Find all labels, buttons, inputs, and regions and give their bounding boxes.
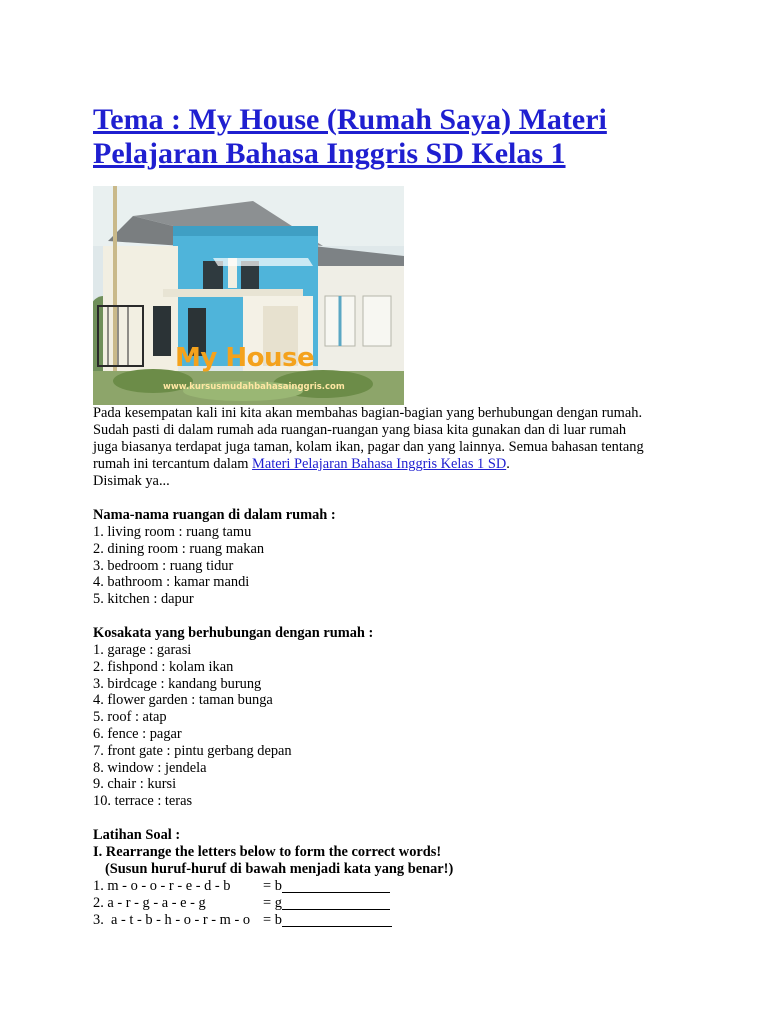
question-answer-start: = g — [263, 894, 282, 911]
list-item: 1. living room : ruang tamu — [93, 524, 252, 540]
question-answer-start: = b — [263, 911, 282, 928]
answer-blank[interactable] — [282, 895, 390, 910]
exercise-question — [93, 895, 673, 912]
list-item: 10. terrace : teras — [93, 793, 193, 810]
exercise-heading: Latihan Soal : — [93, 826, 181, 843]
list-item: 2. dining room : ruang makan — [93, 540, 265, 557]
overlay-url: www.kursusmudahbahasainggris.com — [163, 382, 345, 392]
house-photo — [93, 186, 404, 405]
exercise-question — [93, 878, 673, 895]
rooms-list — [93, 524, 673, 608]
vocab-list — [93, 642, 673, 810]
intro-paragraph — [93, 405, 653, 473]
question-answer-start: = b — [263, 877, 282, 894]
vocab-heading: Kosakata yang berhubungan dengan rumah : — [93, 624, 374, 641]
list-item: 5. kitchen : dapur — [93, 591, 194, 608]
list-item: 8. window : jendela — [93, 759, 207, 776]
question-letters: 1. m - o - o - r - e - d - b — [93, 877, 231, 894]
list-item: 5. roof : atap — [93, 709, 167, 726]
exercise-instruction-id: (Susun huruf-huruf di bawah menjadi kata yang benar!) — [105, 860, 454, 877]
intro-text-end: . — [506, 456, 510, 472]
list-item: 3. bedroom : ruang tidur — [93, 557, 234, 574]
intro-text: Pada kesempatan kali ini kita akan membahas bagian-bagian yang berhubungan dengan rumah. Sudah pasti di dalam rumah ada ruangan-ruangan yang biasa kita gunakan dan di luar rumah juga biasanya terdapat juga taman, kolam ikan, pagar dan yang lainnya. Semua bahasan tentang rumah ini tercantum dalam — [93, 405, 644, 472]
overlay-title: My House — [175, 343, 315, 373]
rooms-heading: Nama-nama ruangan di dalam rumah : — [93, 507, 336, 523]
list-item: 9. chair : kursi — [93, 776, 177, 793]
exercise-question — [93, 912, 673, 929]
list-item: 2. fishpond : kolam ikan — [93, 658, 234, 675]
question-letters: 3. a - t - b - h - o - r - m - o — [93, 911, 251, 928]
answer-blank[interactable] — [282, 912, 392, 927]
list-item: 4. bathroom : kamar mandi — [93, 574, 250, 591]
list-item: 7. front gate : pintu gerbang depan — [93, 742, 292, 759]
list-item: 4. flower garden : taman bunga — [93, 692, 273, 709]
question-letters: 2. a - r - g - a - e - g — [93, 894, 206, 911]
list-item: 6. fence : pagar — [93, 725, 182, 742]
list-item: 1. garage : garasi — [93, 641, 192, 658]
list-item: 3. birdcage : kandang burung — [93, 675, 262, 692]
materi-link[interactable]: Materi Pelajaran Bahasa Inggris Kelas 1 SD — [252, 456, 507, 472]
answer-blank[interactable] — [282, 878, 390, 893]
intro-closing: Disimak ya... — [93, 473, 170, 489]
document-page — [93, 103, 673, 929]
page-title-link[interactable]: Tema : My House (Rumah Saya) Materi Pelajaran Bahasa Inggris SD Kelas 1 — [93, 103, 607, 170]
exercise-instruction: I. Rearrange the letters below to form the correct words! — [93, 843, 442, 860]
